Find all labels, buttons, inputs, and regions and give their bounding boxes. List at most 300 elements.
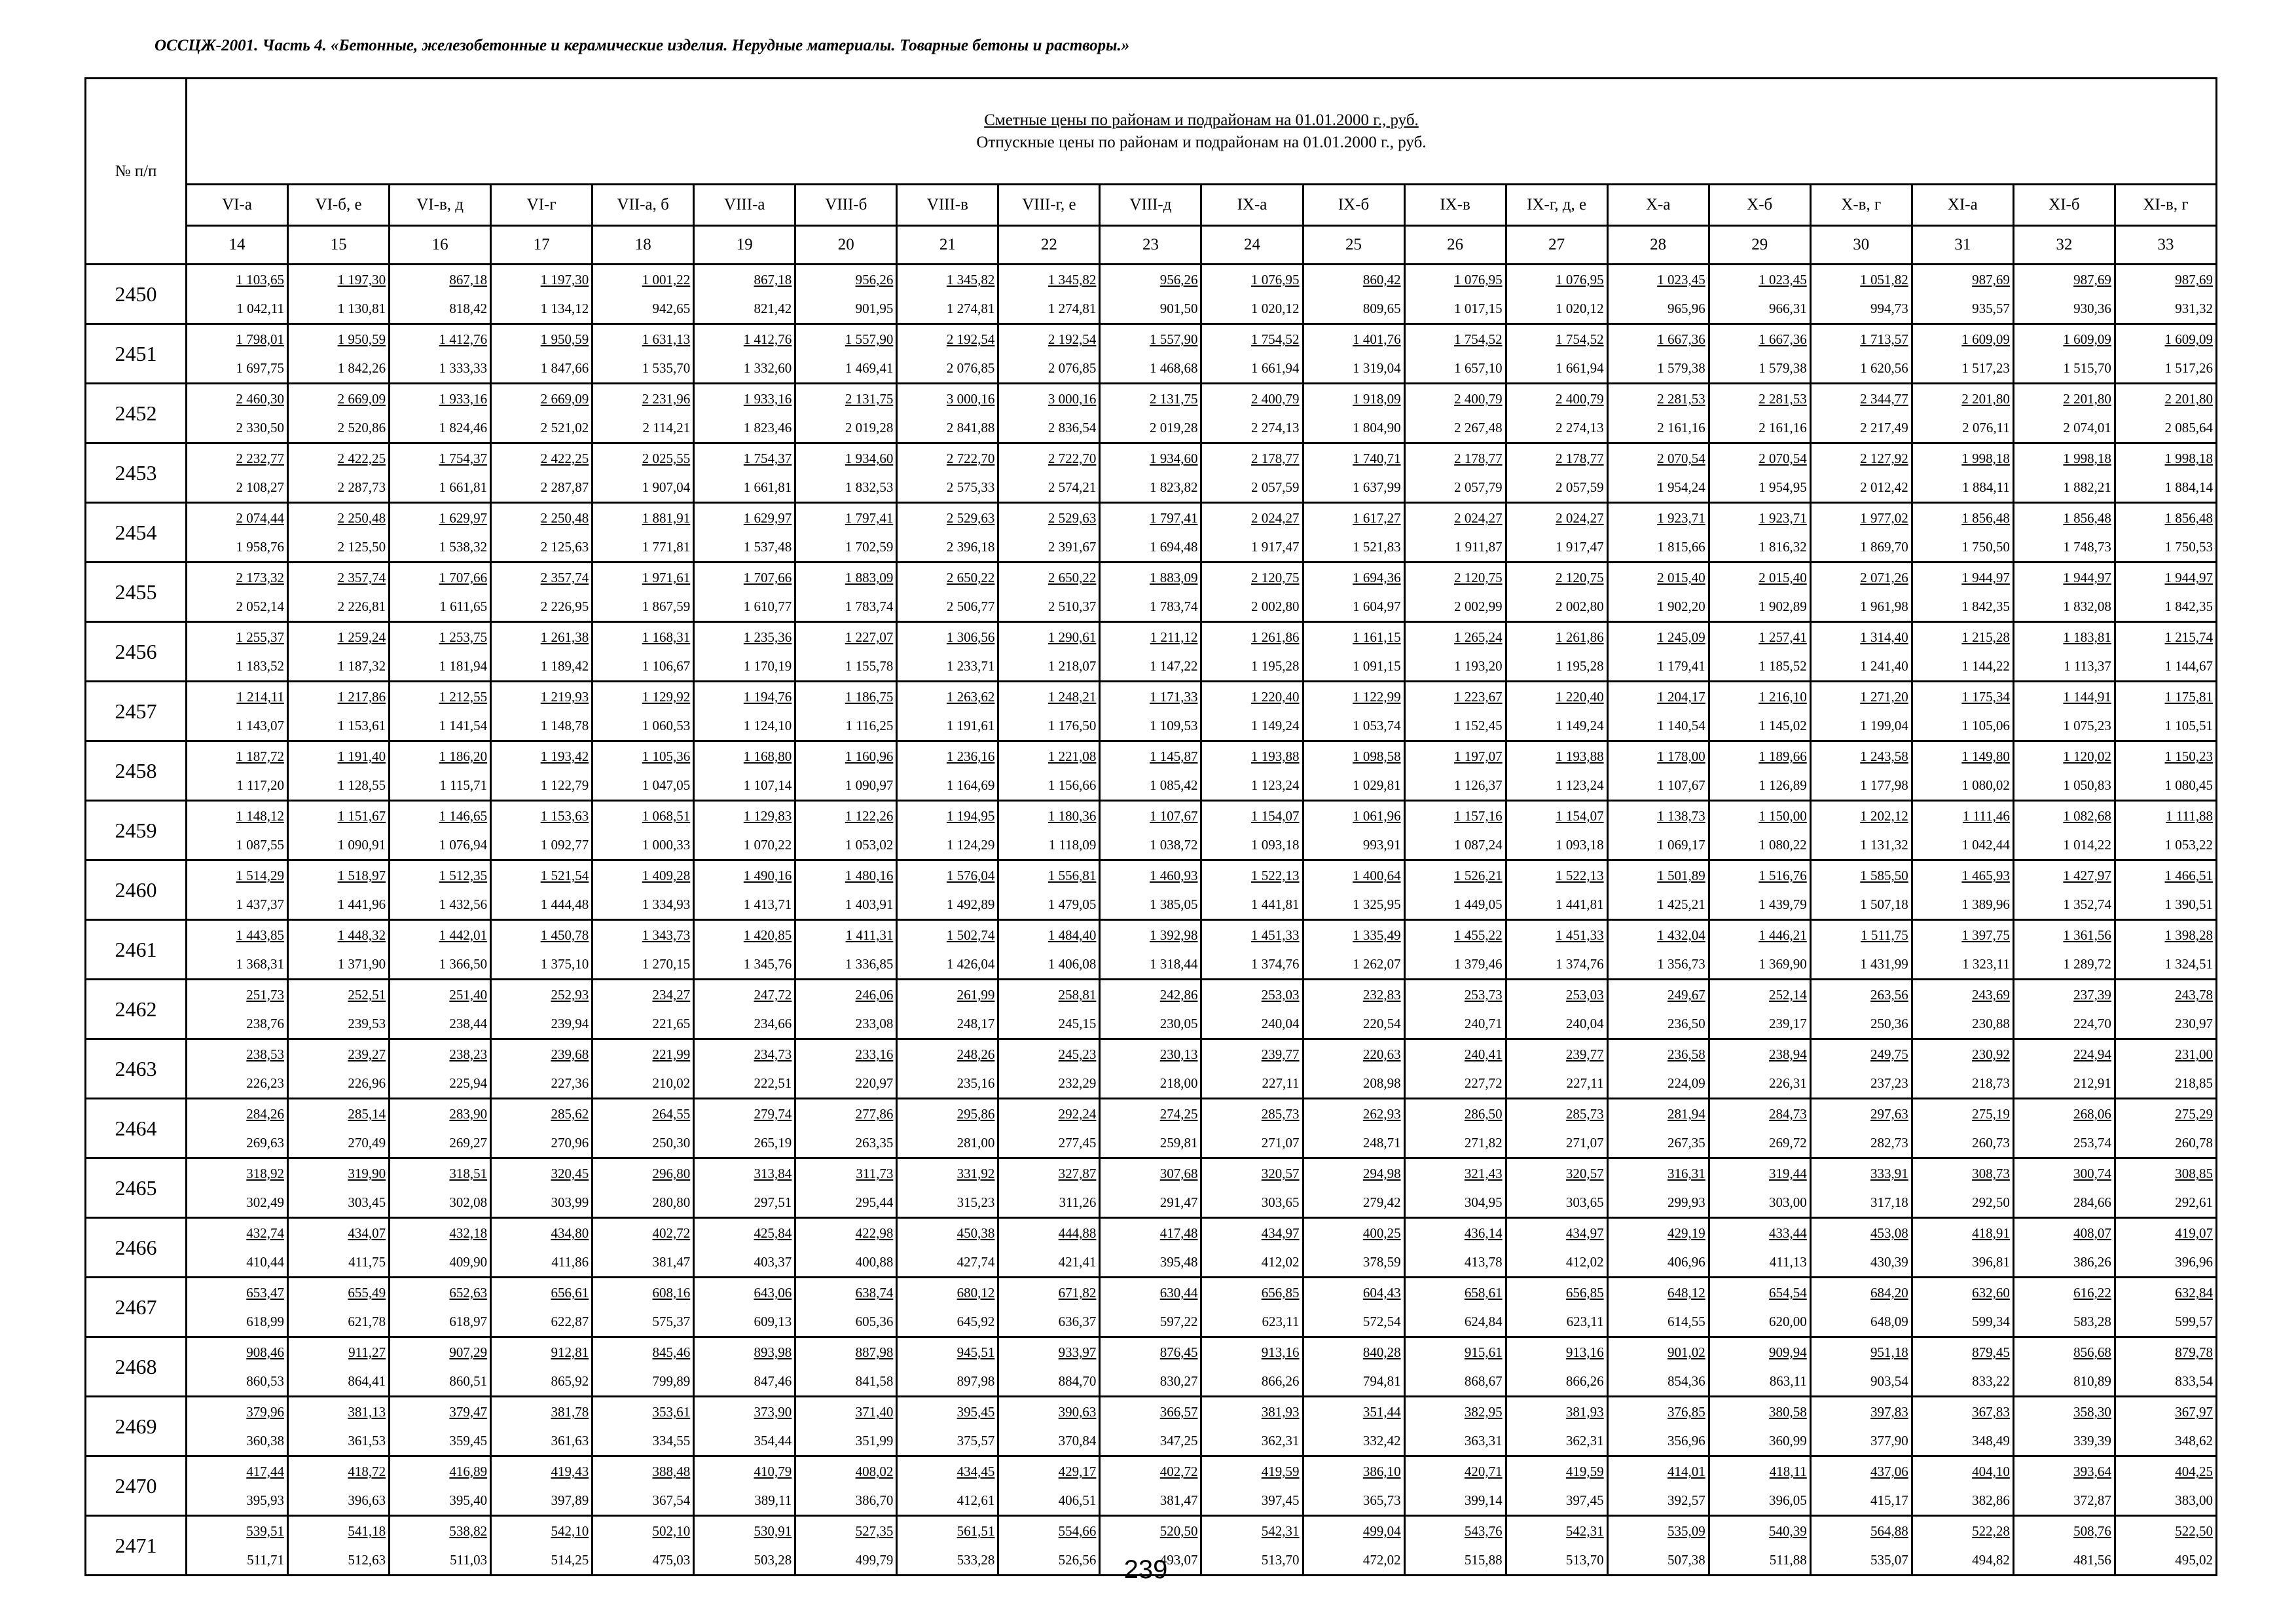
release-price: 1 369,90 [1758, 956, 1807, 972]
price-cell [1100, 741, 1201, 801]
release-price: 597,22 [1159, 1314, 1198, 1329]
price-cell [1303, 801, 1404, 860]
release-price: 1 444,48 [540, 896, 589, 912]
estimated-price: 2 344,77 [1860, 391, 1908, 407]
release-price: 332,42 [1362, 1433, 1401, 1449]
price-cell [795, 324, 897, 384]
price-cell [1404, 443, 1506, 503]
estimated-price: 654,54 [1769, 1285, 1807, 1301]
estimated-price: 279,74 [754, 1106, 792, 1122]
price-cell [1709, 1456, 1810, 1516]
price-cell [1404, 265, 1506, 324]
release-price: 1 432,56 [439, 896, 488, 912]
price-cell [187, 1099, 288, 1158]
estimated-price: 239,27 [348, 1046, 386, 1062]
price-cell [1709, 1218, 1810, 1278]
release-price: 303,00 [1769, 1194, 1807, 1210]
estimated-price: 1 392,98 [1149, 927, 1198, 943]
price-cell [390, 443, 491, 503]
release-price: 1 123,24 [1251, 777, 1300, 793]
price-cell [1303, 1099, 1404, 1158]
price-cell [1201, 1397, 1303, 1456]
estimated-price: 1 944,97 [2164, 570, 2213, 585]
release-price: 1 176,50 [1048, 718, 1097, 733]
release-price: 317,18 [1870, 1194, 1908, 1210]
release-price: 1 804,90 [1353, 420, 1401, 435]
release-price: 1 152,45 [1454, 718, 1503, 733]
price-cell [1201, 1337, 1303, 1397]
release-price: 271,82 [1464, 1135, 1503, 1151]
estimated-price: 1 257,41 [1758, 629, 1807, 645]
column-number: 15 [288, 226, 390, 265]
price-cell [1709, 1099, 1810, 1158]
price-cell [1404, 801, 1506, 860]
release-price: 863,11 [1769, 1373, 1807, 1389]
price-cell [897, 1397, 998, 1456]
price-cell [1303, 324, 1404, 384]
release-price: 234,66 [754, 1016, 792, 1031]
price-cell [288, 1158, 390, 1218]
estimated-price: 1 154,07 [1251, 808, 1300, 824]
price-cell [592, 682, 694, 741]
release-price: 381,47 [652, 1254, 691, 1270]
price-cell [1607, 1337, 1709, 1397]
price-cell [2115, 1218, 2216, 1278]
price-cell [390, 1397, 491, 1456]
price-cell [187, 563, 288, 622]
estimated-price: 1 194,95 [946, 808, 995, 824]
price-cell [1810, 980, 1912, 1039]
column-number: 17 [491, 226, 592, 265]
price-cell [1912, 801, 2013, 860]
release-price: 1 694,48 [1149, 539, 1198, 555]
estimated-price: 1 518,97 [337, 868, 386, 883]
price-cell [2013, 1099, 2115, 1158]
release-price: 810,89 [2073, 1373, 2111, 1389]
table-row [86, 860, 2217, 920]
price-cell [998, 563, 1100, 622]
region-header: VIII-а [694, 185, 795, 226]
table-row [86, 741, 2217, 801]
estimated-price: 2 178,77 [1556, 451, 1604, 466]
estimated-price: 1 797,41 [845, 510, 894, 526]
release-price: 220,97 [855, 1075, 894, 1091]
estimated-price: 508,76 [2073, 1523, 2111, 1539]
price-cell [1810, 920, 1912, 980]
estimated-price: 1 754,37 [439, 451, 488, 466]
release-price: 360,99 [1769, 1433, 1807, 1449]
release-price: 2 057,79 [1454, 479, 1503, 495]
price-cell [2115, 682, 2216, 741]
price-cell [1709, 622, 1810, 682]
region-header: X-а [1607, 185, 1709, 226]
price-cell [390, 563, 491, 622]
estimated-price: 1 161,15 [1353, 629, 1401, 645]
column-number: 30 [1810, 226, 1912, 265]
release-price: 1 116,25 [845, 718, 894, 733]
price-cell [1201, 324, 1303, 384]
release-price: 1 050,83 [2063, 777, 2111, 793]
release-price: 1 080,45 [2164, 777, 2213, 793]
release-price: 265,19 [754, 1135, 792, 1151]
table-title-cell [187, 79, 2217, 185]
estimated-price: 292,24 [1058, 1106, 1097, 1122]
price-cell [1404, 1397, 1506, 1456]
price-cell [1100, 1099, 1201, 1158]
price-cell [1506, 741, 1607, 801]
release-price: 1 117,20 [236, 777, 285, 793]
estimated-price: 2 070,54 [1657, 451, 1705, 466]
price-cell [1404, 1456, 1506, 1516]
estimated-price: 860,42 [1362, 272, 1401, 287]
table-row [86, 1278, 2217, 1337]
estimated-price: 1 051,82 [1860, 272, 1908, 287]
estimated-price: 239,77 [1261, 1046, 1300, 1062]
estimated-price: 933,97 [1058, 1344, 1097, 1360]
release-price: 1 143,07 [236, 718, 285, 733]
release-price: 227,36 [551, 1075, 589, 1091]
estimated-price: 564,88 [1870, 1523, 1908, 1539]
release-price: 1 366,50 [439, 956, 488, 972]
release-price: 1 535,70 [642, 360, 691, 376]
price-cell [1709, 1516, 1810, 1576]
price-cell [288, 1516, 390, 1576]
price-cell [288, 741, 390, 801]
price-cell [187, 1218, 288, 1278]
price-cell [592, 384, 694, 443]
estimated-price: 1 856,48 [1961, 510, 2010, 526]
price-cell [491, 1337, 592, 1397]
estimated-price: 1 168,80 [743, 748, 792, 764]
release-price: 1 199,04 [1860, 718, 1908, 733]
row-number: 2463 [86, 1039, 187, 1099]
release-price: 1 149,24 [1556, 718, 1604, 733]
release-price: 1 144,22 [1961, 658, 2010, 674]
price-cell [1810, 1278, 1912, 1337]
estimated-price: 2 231,96 [642, 391, 691, 407]
price-cell [187, 1516, 288, 1576]
release-price: 2 506,77 [946, 599, 995, 614]
price-cell [1506, 980, 1607, 1039]
price-cell [1303, 1337, 1404, 1397]
release-price: 395,93 [246, 1492, 285, 1508]
estimated-price: 1 667,36 [1657, 331, 1705, 347]
price-cell [1404, 1218, 1506, 1278]
release-price: 1 047,05 [642, 777, 691, 793]
release-price: 396,96 [2175, 1254, 2213, 1270]
release-price: 259,81 [1159, 1135, 1198, 1151]
table-row [86, 801, 2217, 860]
price-cell [288, 860, 390, 920]
price-cell [795, 1337, 897, 1397]
price-cell [1810, 741, 1912, 801]
release-price: 1 538,32 [439, 539, 488, 555]
estimated-price: 1 148,12 [236, 808, 285, 824]
price-cell [1404, 324, 1506, 384]
estimated-price: 1 180,36 [1048, 808, 1097, 824]
estimated-price: 275,29 [2175, 1106, 2213, 1122]
estimated-price: 2 201,80 [1961, 391, 2010, 407]
estimated-price: 1 061,96 [1353, 808, 1401, 824]
estimated-price: 2 024,27 [1556, 510, 1604, 526]
release-price: 238,44 [449, 1016, 488, 1031]
release-price: 2 274,13 [1251, 420, 1300, 435]
release-price: 271,07 [1261, 1135, 1300, 1151]
release-price: 334,55 [652, 1433, 691, 1449]
price-cell [897, 384, 998, 443]
estimated-price: 417,44 [246, 1464, 285, 1479]
price-cell [1912, 1099, 2013, 1158]
estimated-price: 2 120,75 [1556, 570, 1604, 585]
release-price: 226,96 [348, 1075, 386, 1091]
estimated-price: 236,58 [1667, 1046, 1705, 1062]
price-cell [491, 1516, 592, 1576]
price-cell [1303, 1397, 1404, 1456]
price-cell [1607, 801, 1709, 860]
price-cell [187, 682, 288, 741]
release-price: 1 080,22 [1758, 837, 1807, 853]
price-cell [1303, 443, 1404, 503]
price-cell [592, 443, 694, 503]
release-price: 1 431,99 [1860, 956, 1908, 972]
release-price: 284,66 [2073, 1194, 2111, 1210]
price-cell [1810, 682, 1912, 741]
price-cell [1404, 1039, 1506, 1099]
release-price: 397,45 [1261, 1492, 1300, 1508]
estimated-price: 1 105,36 [642, 748, 691, 764]
estimated-price: 2 120,75 [1454, 570, 1503, 585]
release-price: 415,17 [1870, 1492, 1908, 1508]
release-price: 512,63 [348, 1552, 386, 1568]
price-cell [998, 384, 1100, 443]
release-price: 1 193,20 [1454, 658, 1503, 674]
price-cell [390, 1278, 491, 1337]
price-cell [795, 1218, 897, 1278]
estimated-price: 2 357,74 [337, 570, 386, 585]
release-price: 865,92 [551, 1373, 589, 1389]
region-header: VII-а, б [592, 185, 694, 226]
price-cell [288, 682, 390, 741]
release-price: 481,56 [2073, 1552, 2111, 1568]
estimated-price: 1 145,87 [1149, 748, 1198, 764]
estimated-price: 418,91 [1972, 1225, 2010, 1241]
estimated-price: 1 451,33 [1251, 927, 1300, 943]
price-cell [1607, 980, 1709, 1039]
estimated-price: 1 629,97 [743, 510, 792, 526]
release-price: 2 161,16 [1657, 420, 1705, 435]
release-price: 535,07 [1870, 1552, 1908, 1568]
estimated-price: 2 650,22 [946, 570, 995, 585]
table-row [86, 682, 2217, 741]
estimated-price: 1 193,88 [1556, 748, 1604, 764]
release-price: 362,31 [1565, 1433, 1604, 1449]
release-price: 232,29 [1058, 1075, 1097, 1091]
release-price: 1 441,81 [1251, 896, 1300, 912]
release-price: 1 902,20 [1657, 599, 1705, 614]
estimated-price: 1 856,48 [2164, 510, 2213, 526]
release-price: 1 140,54 [1657, 718, 1705, 733]
estimated-price: 239,68 [551, 1046, 589, 1062]
release-price: 397,89 [551, 1492, 589, 1508]
release-price: 1 274,81 [1048, 301, 1097, 316]
price-cell [795, 920, 897, 980]
release-price: 1 479,05 [1048, 896, 1097, 912]
price-cell [1100, 1039, 1201, 1099]
estimated-price: 1 335,49 [1353, 927, 1401, 943]
price-cell [1201, 443, 1303, 503]
price-cell [1404, 1516, 1506, 1576]
release-price: 279,42 [1362, 1194, 1401, 1210]
estimated-price: 308,73 [1972, 1166, 2010, 1181]
release-price: 1 911,87 [1454, 539, 1503, 555]
release-price: 645,92 [957, 1314, 995, 1329]
estimated-price: 436,14 [1464, 1225, 1503, 1241]
estimated-price: 1 076,95 [1251, 272, 1300, 287]
estimated-price: 527,35 [855, 1523, 894, 1539]
estimated-price: 249,75 [1870, 1046, 1908, 1062]
price-cell [1404, 741, 1506, 801]
release-price: 303,45 [348, 1194, 386, 1210]
release-price: 2 521,02 [540, 420, 589, 435]
estimated-price: 2 281,53 [1657, 391, 1705, 407]
estimated-price: 2 201,80 [2063, 391, 2111, 407]
price-cell [1607, 1456, 1709, 1516]
release-price: 868,67 [1464, 1373, 1503, 1389]
estimated-price: 367,97 [2175, 1404, 2213, 1420]
estimated-price: 1 082,68 [2063, 808, 2111, 824]
release-price: 260,73 [1972, 1135, 2010, 1151]
row-number: 2460 [86, 860, 187, 920]
price-cell [1303, 384, 1404, 443]
price-cell [897, 980, 998, 1039]
price-cell [1404, 1337, 1506, 1397]
estimated-price: 2 178,77 [1251, 451, 1300, 466]
estimated-price: 2 281,53 [1758, 391, 1807, 407]
price-cell [1912, 860, 2013, 920]
estimated-price: 541,18 [348, 1523, 386, 1539]
estimated-price: 2 722,70 [946, 451, 995, 466]
price-cell [1912, 384, 2013, 443]
release-price: 269,63 [246, 1135, 285, 1151]
estimated-price: 1 259,24 [337, 629, 386, 645]
estimated-price: 1 609,09 [2063, 331, 2111, 347]
estimated-price: 1 526,21 [1454, 868, 1503, 883]
release-price: 1 610,77 [743, 599, 792, 614]
release-price: 303,99 [551, 1194, 589, 1210]
price-cell [694, 682, 795, 741]
price-cell [2013, 1278, 2115, 1337]
estimated-price: 429,17 [1058, 1464, 1097, 1479]
price-cell [390, 503, 491, 563]
table-row [86, 1397, 2217, 1456]
price-cell [2115, 622, 2216, 682]
release-price: 1 750,50 [1961, 539, 2010, 555]
release-price: 1 823,82 [1149, 479, 1198, 495]
estimated-price: 1 211,12 [1150, 629, 1198, 645]
release-price: 1 379,46 [1454, 956, 1503, 972]
release-price: 382,86 [1972, 1492, 2010, 1508]
price-cell [390, 1039, 491, 1099]
row-number: 2467 [86, 1278, 187, 1337]
price-cell [2013, 265, 2115, 324]
estimated-price: 1 153,63 [540, 808, 589, 824]
release-price: 378,59 [1362, 1254, 1401, 1270]
release-price: 411,86 [551, 1254, 589, 1270]
release-price: 383,00 [2175, 1492, 2213, 1508]
release-price: 1 517,23 [1961, 360, 2010, 376]
price-cell [998, 1099, 1100, 1158]
estimated-price: 376,85 [1667, 1404, 1705, 1420]
estimated-price: 1 150,23 [2164, 748, 2213, 764]
estimated-price: 1 511,75 [1861, 927, 1908, 943]
release-price: 2 052,14 [236, 599, 285, 614]
price-cell [1100, 920, 1201, 980]
price-cell [491, 503, 592, 563]
estimated-price: 1 516,76 [1758, 868, 1807, 883]
estimated-price: 2 074,44 [236, 510, 285, 526]
estimated-price: 390,63 [1058, 1404, 1097, 1420]
release-price: 1 113,37 [2064, 658, 2111, 674]
release-price: 1 233,71 [946, 658, 995, 674]
price-cell [1506, 324, 1607, 384]
release-price: 1 181,94 [439, 658, 488, 674]
column-number: 19 [694, 226, 795, 265]
price-cell [1506, 1099, 1607, 1158]
row-number: 2468 [86, 1337, 187, 1397]
release-price: 1 122,79 [540, 777, 589, 793]
release-price: 1 076,94 [439, 837, 488, 853]
row-number: 2466 [86, 1218, 187, 1278]
price-cell [1303, 1456, 1404, 1516]
release-price: 648,09 [1870, 1314, 1908, 1329]
estimated-price: 2 669,09 [337, 391, 386, 407]
price-cell [390, 682, 491, 741]
price-cell [592, 1397, 694, 1456]
release-price: 348,49 [1972, 1433, 2010, 1449]
price-cell [2013, 801, 2115, 860]
price-cell [1201, 1099, 1303, 1158]
price-cell [1607, 503, 1709, 563]
price-cell [1100, 1278, 1201, 1337]
price-cell [897, 1456, 998, 1516]
estimated-price: 638,74 [855, 1285, 894, 1301]
release-price: 427,74 [957, 1254, 995, 1270]
price-cell [491, 920, 592, 980]
estimated-price: 239,77 [1565, 1046, 1604, 1062]
estimated-price: 238,53 [246, 1046, 285, 1062]
release-price: 1 185,52 [1758, 658, 1807, 674]
release-price: 1 620,56 [1860, 360, 1908, 376]
estimated-price: 1 215,28 [1961, 629, 2010, 645]
release-price: 897,98 [957, 1373, 995, 1389]
release-price: 1 815,66 [1657, 539, 1705, 555]
release-price: 2 267,48 [1454, 420, 1503, 435]
estimated-price: 1 236,16 [946, 748, 995, 764]
release-price: 966,31 [1769, 301, 1807, 316]
region-header: X-б [1709, 185, 1810, 226]
estimated-price: 238,94 [1769, 1046, 1807, 1062]
price-cell [1810, 1218, 1912, 1278]
num-header: № п/п [86, 79, 187, 265]
price-cell [2013, 1158, 2115, 1218]
estimated-price: 258,81 [1058, 987, 1097, 1003]
estimated-price: 444,88 [1058, 1225, 1097, 1241]
price-cell [2115, 324, 2216, 384]
region-header: VI-б, е [288, 185, 390, 226]
estimated-price: 2 357,74 [540, 570, 589, 585]
release-price: 2 841,88 [946, 420, 995, 435]
price-cell [288, 1397, 390, 1456]
